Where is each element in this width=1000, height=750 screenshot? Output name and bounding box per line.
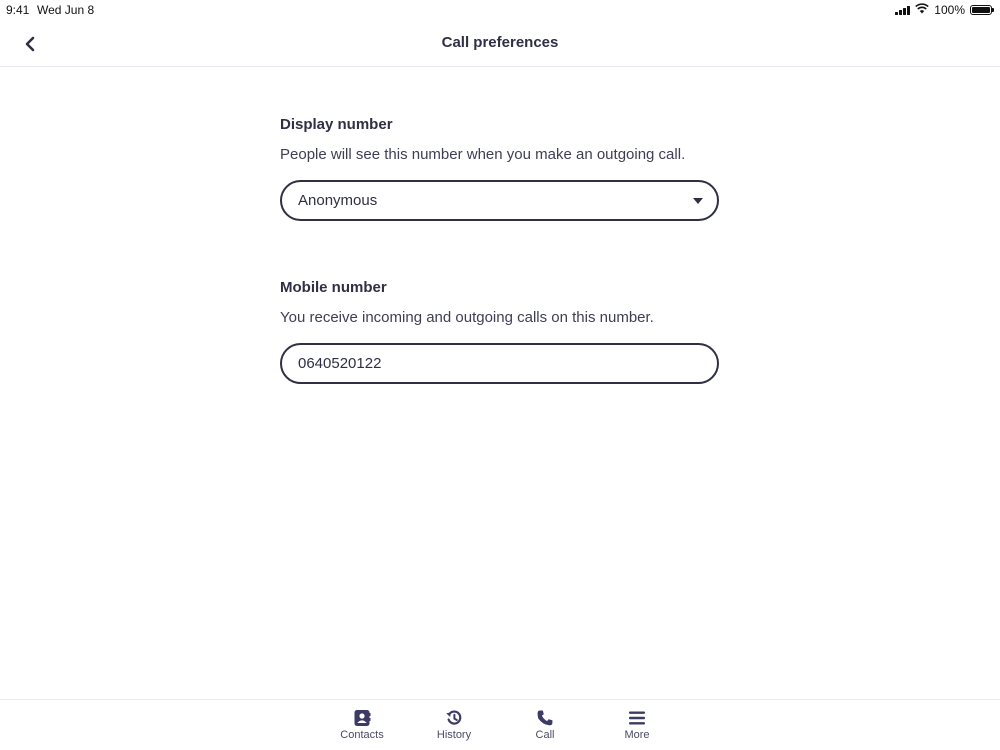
caret-down-icon	[693, 198, 703, 204]
status-time: 9:41	[6, 3, 30, 17]
contacts-icon	[353, 709, 371, 727]
wifi-icon	[915, 3, 929, 17]
phone-icon	[536, 709, 554, 727]
navigation-bar	[0, 20, 1000, 67]
history-icon	[445, 709, 463, 727]
display-number-select[interactable]	[280, 180, 719, 221]
tab-history-label: History	[436, 729, 472, 741]
tab-contacts-label: Contacts	[340, 729, 384, 741]
tab-call-label: Call	[535, 729, 555, 741]
tab-contacts[interactable]	[327, 709, 397, 741]
cellular-signal-icon	[895, 5, 910, 15]
tab-more-label: More	[624, 729, 650, 741]
menu-icon	[628, 709, 646, 727]
mobile-number-section	[280, 279, 720, 384]
battery-percentage: 100%	[934, 3, 965, 17]
mobile-number-input[interactable]	[298, 355, 701, 372]
display-number-title: Display number	[280, 116, 393, 133]
mobile-number-description: You receive incoming and outgoing calls on this number.	[280, 309, 654, 326]
tab-more[interactable]	[602, 709, 672, 741]
status-bar	[0, 0, 1000, 20]
status-date: Wed Jun 8	[37, 3, 95, 17]
display-number-section	[280, 116, 720, 221]
tab-history[interactable]	[419, 709, 489, 741]
mobile-number-field[interactable]	[280, 343, 719, 384]
page-title: Call preferences	[441, 34, 559, 51]
display-number-selected-value: Anonymous	[298, 192, 378, 209]
tab-call[interactable]	[510, 709, 580, 741]
mobile-number-title: Mobile number	[280, 279, 387, 296]
battery-icon	[970, 5, 992, 15]
status-indicators	[895, 3, 992, 17]
preferences-content	[280, 116, 720, 442]
tab-bar	[0, 699, 1000, 750]
display-number-description: People will see this number when you make an outgoing call.	[280, 146, 686, 163]
